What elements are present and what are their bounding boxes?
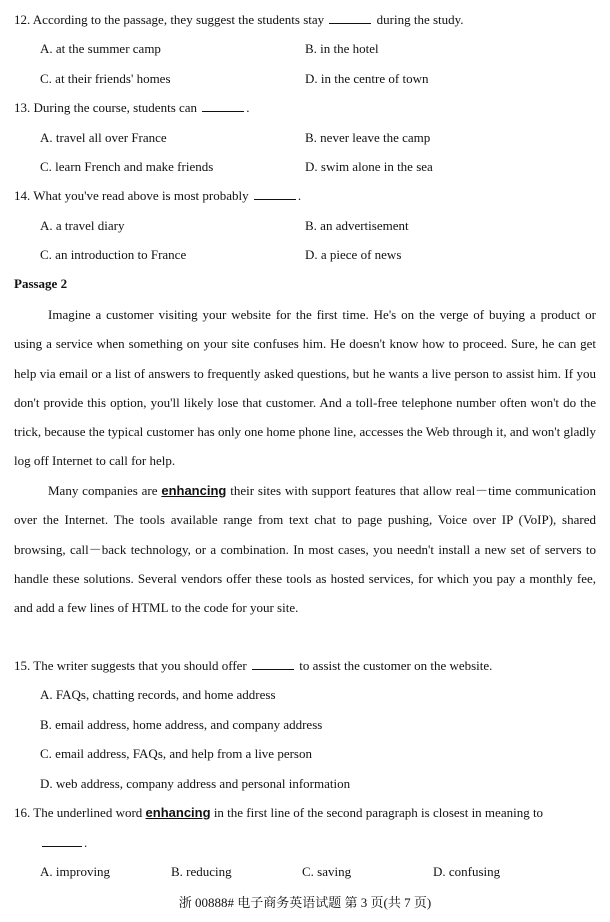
question-12-stem-end: during the study. xyxy=(376,12,464,27)
question-15-stem-end: to assist the customer on the website. xyxy=(299,658,493,673)
page-footer: 浙 00888# 电子商务英语试题 第 3 页(共 7 页) xyxy=(178,895,432,910)
question-13-option-b: B. never leave the camp xyxy=(305,130,431,145)
question-16-option-d: D. confusing xyxy=(433,864,501,879)
question-13-stem xyxy=(14,99,250,117)
passage-paragraph-1-text: Imagine a customer visiting your website for the first time. He's on the verge of buying a product or using a service when something on your site confuses him. He doesn't know how to proceed. Sure, he can get help via email or a list of answers to frequently asked questions, but he wants a live person to assist him. If you don't provide this option, you'll likely lose that customer. And a toll-free telephone number often won't do the trick, because the typical customer has only one home phone line, accesses the Web through it, and won't gladly log off Internet to call for help. xyxy=(14,307,596,469)
passage-paragraph-2 xyxy=(14,476,596,622)
question-16-option-b: B. reducing xyxy=(171,864,232,879)
passage-heading: Passage 2 xyxy=(14,276,68,291)
question-16-stem-middle: in the first line of the second paragraph is closest in meaning to xyxy=(213,805,544,820)
answer-blank xyxy=(329,11,371,24)
question-15-stem xyxy=(14,657,492,675)
question-14-stem xyxy=(14,187,301,205)
question-13-option-a: A. travel all over France xyxy=(40,130,167,145)
question-16-stem xyxy=(14,804,543,822)
question-16-options xyxy=(40,863,600,881)
question-12-option-a: A. at the summer camp xyxy=(40,41,161,56)
question-15-option-b: B. email address, home address, and company address xyxy=(40,717,323,732)
question-14-option-c: C. an introduction to France xyxy=(40,247,187,262)
passage-paragraph-1 xyxy=(14,300,596,476)
question-12-stem xyxy=(14,11,464,29)
question-14-option-d: D. a piece of news xyxy=(305,247,402,262)
answer-blank xyxy=(252,657,294,670)
question-12-option-d: D. in the centre of town xyxy=(305,71,429,86)
question-15-option-d: D. web address, company address and personal information xyxy=(40,776,351,791)
question-13-option-d: D. swim alone in the sea xyxy=(305,159,433,174)
question-15-stem-text: 15. The writer suggests that you should offer xyxy=(14,658,247,673)
question-16-stem-end: . xyxy=(84,835,88,850)
question-16-stem-text: 16. The underlined word xyxy=(14,805,143,820)
question-12-option-b: B. in the hotel xyxy=(305,41,379,56)
question-16-option-c: C. saving xyxy=(302,864,352,879)
answer-blank xyxy=(254,187,296,200)
question-15-option-a: A. FAQs, chatting records, and home address xyxy=(40,687,276,702)
question-14-option-b: B. an advertisement xyxy=(305,218,409,233)
underlined-word: enhancing xyxy=(161,483,227,498)
question-13-stem-text: 13. During the course, students can xyxy=(14,100,198,115)
question-14-stem-end: . xyxy=(297,188,302,203)
question-15-option-c: C. email address, FAQs, and help from a live person xyxy=(40,746,312,761)
passage-paragraph-2-text: their sites with support features that allow real－time communication over the Internet. The tools available range from text chat to page pushing, Voice over IP (VoIP), shared browsing, call－back technology, or a combination. In most cases, you needn't install a new set of servers to handle these solutions. Several vendors offer these tools as hosted services, for which you pay a monthly fee, and add a few lines of HTML to the code for your site. xyxy=(14,483,597,616)
question-16-option-a: A. improving xyxy=(40,864,111,879)
question-13-stem-end: . xyxy=(246,100,250,115)
passage-paragraph-2-lead: Many companies are xyxy=(48,483,158,498)
answer-blank xyxy=(42,834,82,847)
underlined-word: enhancing xyxy=(145,805,211,820)
answer-blank xyxy=(202,99,244,112)
question-16-stem-continuation xyxy=(40,834,87,852)
question-12-option-c: C. at their friends' homes xyxy=(40,71,171,86)
question-14-option-a: A. a travel diary xyxy=(40,218,125,233)
question-13-option-c: C. learn French and make friends xyxy=(40,159,214,174)
question-14-stem-text: 14. What you've read above is most probably xyxy=(14,188,249,203)
question-12-stem-text: 12. According to the passage, they suggest the students stay xyxy=(14,12,325,27)
